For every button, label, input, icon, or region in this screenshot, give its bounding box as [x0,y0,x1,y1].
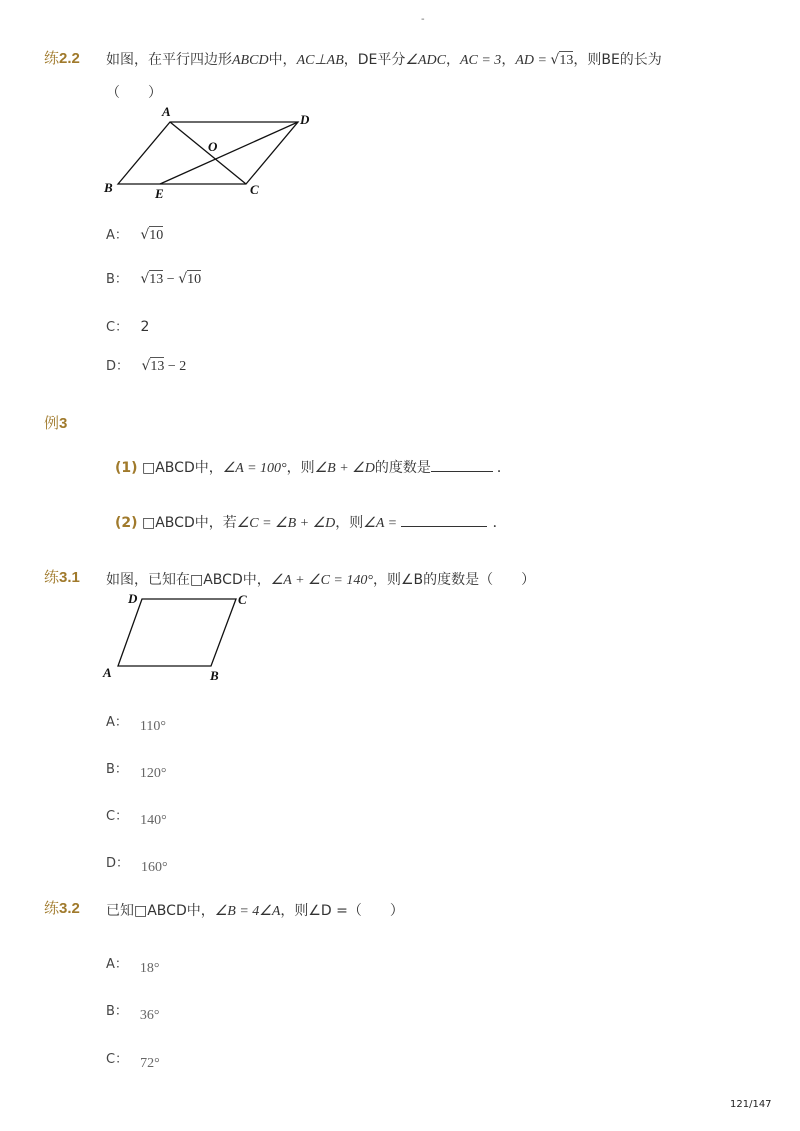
header-mark: - [421,14,425,25]
option-c[interactable]: C： 72° [106,1052,160,1071]
option-c[interactable]: C： 2 [106,319,150,335]
question-tag-2-2: 练2.2 [44,50,80,67]
answer-paren: （ ） [106,85,162,101]
option-c[interactable]: C： 140° [106,809,167,828]
page-number: 121/147 [730,1099,772,1110]
parallelogram-figure-abcd-2 [100,590,250,685]
label-D: D [300,112,310,127]
example-3-part-1: (1) □ABCD中，∠A = 100°，则∠B + ∠D的度数是 ． [115,460,511,476]
option-d[interactable]: D： 160° [106,856,168,875]
option-b[interactable]: B： 36° [106,1004,160,1023]
example-tag-3: 例3 [44,415,68,432]
answer-blank[interactable] [431,470,493,472]
option-a[interactable]: A： 110° [106,715,166,734]
parallelogram-figure-abcd [100,104,330,204]
question-3-2-stem: 已知□ABCD中，∠B = 4∠A，则∠D =（ ） [106,903,404,919]
label-A: A [162,104,171,119]
label-C: C [238,592,247,607]
example-3-part-2: (2) □ABCD中，若∠C = ∠B + ∠D，则∠A = ． [115,515,507,531]
answer-blank[interactable] [401,525,487,527]
question-tag-3-1: 练3.1 [44,569,80,586]
question-tag-3-2: 练3.2 [44,900,80,917]
label-O: O [208,139,218,154]
label-D: D [128,591,138,606]
question-2-2-stem: 如图，在平行四边形ABCD中，AC⊥AB，DE平分∠ADC，AC = 3，AD = √13，则BE的长为 [106,52,662,68]
label-C: C [250,182,259,197]
option-a[interactable]: A： 18° [106,957,160,976]
label-A: A [103,665,112,680]
option-b[interactable]: B： √13 − √10 [106,271,202,287]
label-E: E [155,186,164,201]
option-a[interactable]: A： √10 [106,227,164,243]
option-b[interactable]: B： 120° [106,762,167,781]
question-3-1-stem: 如图，已知在□ABCD中，∠A + ∠C = 140°，则∠B的度数是（ ） [106,572,536,588]
label-B: B [104,180,113,195]
label-B: B [210,668,219,683]
option-d[interactable]: D： √13 − 2 [106,358,187,374]
